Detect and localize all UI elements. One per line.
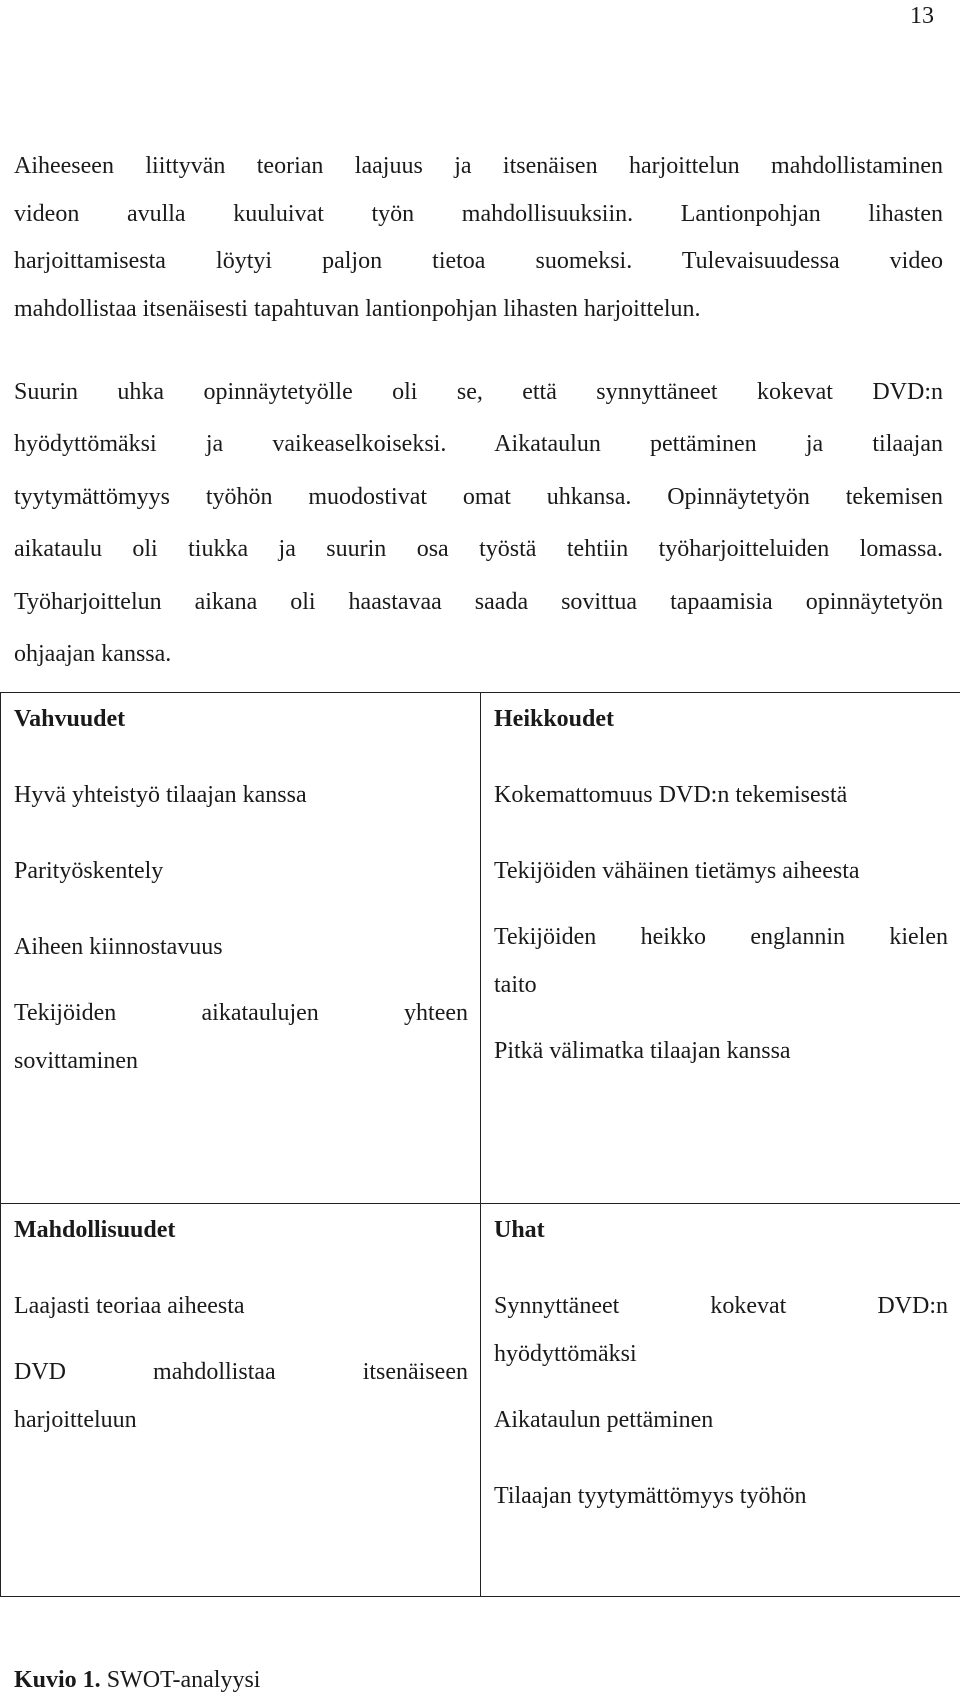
swot-strengths-cell [1,693,481,1204]
text-line: tyytymättömyys työhön muodostivat omat uhkansa. Opinnäytetyön tekemisen [14,483,943,510]
swot-weakness-item [494,857,948,885]
item-line: Tekijöiden heikko englannin kielen [494,924,948,950]
text-line: hyödyttömäksi ja vaikeaselkoiseksi. Aikataulun pettäminen ja tilaajan [14,431,943,458]
swot-strengths-heading: Vahvuudet [14,706,126,732]
figure-caption-text: SWOT-analyysi [106,1667,261,1693]
swot-table [0,692,960,1597]
item-line: Kokemattomuus DVD:n tekemisestä [494,782,848,808]
swot-opportunities-cell [1,1204,481,1597]
item-line: Tekijöiden vähäinen tietämys aiheesta [494,858,860,884]
item-line: Synnyttäneet kokevat DVD:n [494,1293,948,1319]
swot-threat-item [494,1282,948,1378]
text-line: mahdollistaa itsenäisesti tapahtuvan lantionpohjan lihasten harjoittelun. [14,295,701,322]
item-line: Pitkä välimatka tilaajan kanssa [494,1038,791,1064]
figure-caption [14,1666,260,1694]
swot-weaknesses-heading: Heikkoudet [494,706,615,732]
text-line: Aiheeseen liittyvän teorian laajuus ja itsenäisen harjoittelun mahdollistaminen [14,153,943,179]
item-line: Parityöskentely [14,858,164,884]
text-line: ohjaajan kanssa. [14,641,172,668]
swot-opportunity-item [14,1348,468,1444]
swot-strength-item [14,857,468,885]
swot-threats-heading: Uhat [494,1217,545,1243]
swot-opportunity-item [14,1292,468,1320]
paragraph-threats-text [14,366,943,680]
item-line: Aikataulun pettäminen [494,1407,714,1433]
swot-weaknesses-cell [481,693,960,1204]
text-line: harjoittamisesta löytyi paljon tietoa suomeksi. Tulevaisuudessa video [14,248,943,275]
text-line: videon avulla kuuluivat työn mahdollisuuksiin. Lantionpohjan lihasten [14,200,943,227]
swot-threats-cell [481,1204,960,1597]
item-line: Aiheen kiinnostavuus [14,934,223,960]
swot-weakness-item [494,781,948,809]
item-line: Hyvä yhteistyö tilaajan kanssa [14,782,307,808]
item-line: harjoitteluun [14,1407,137,1433]
item-line: taito [494,972,537,998]
text-line: Suurin uhka opinnäytetyölle oli se, että synnyttäneet kokevat DVD:n [14,379,943,405]
page-number: 13 [910,3,934,29]
swot-strength-item [14,933,468,961]
item-line: Tilaajan tyytymättömyys työhön [494,1483,807,1509]
text-line: aikataulu oli tiukka ja suurin osa työstä tehtiin työharjoitteluiden lomassa. [14,536,943,563]
swot-opportunities-heading: Mahdollisuudet [14,1217,176,1243]
swot-strength-item [14,781,468,809]
swot-strength-item [14,989,468,1085]
paragraph-opportunities-text [14,143,943,333]
item-line: hyödyttömäksi [494,1341,637,1367]
swot-threat-item [494,1482,948,1510]
figure-caption-label: Kuvio 1. [14,1667,101,1693]
item-line: DVD mahdollistaa itsenäiseen [14,1359,468,1385]
item-line: Laajasti teoriaa aiheesta [14,1293,245,1319]
swot-threat-item [494,1406,948,1434]
text-line: Työharjoittelun aikana oli haastavaa saada sovittua tapaamisia opinnäytetyön [14,588,943,615]
swot-weakness-item [494,1037,948,1065]
item-line: Tekijöiden aikataulujen yhteen [14,1000,468,1026]
swot-weakness-item [494,913,948,1009]
item-line: sovittaminen [14,1048,138,1074]
